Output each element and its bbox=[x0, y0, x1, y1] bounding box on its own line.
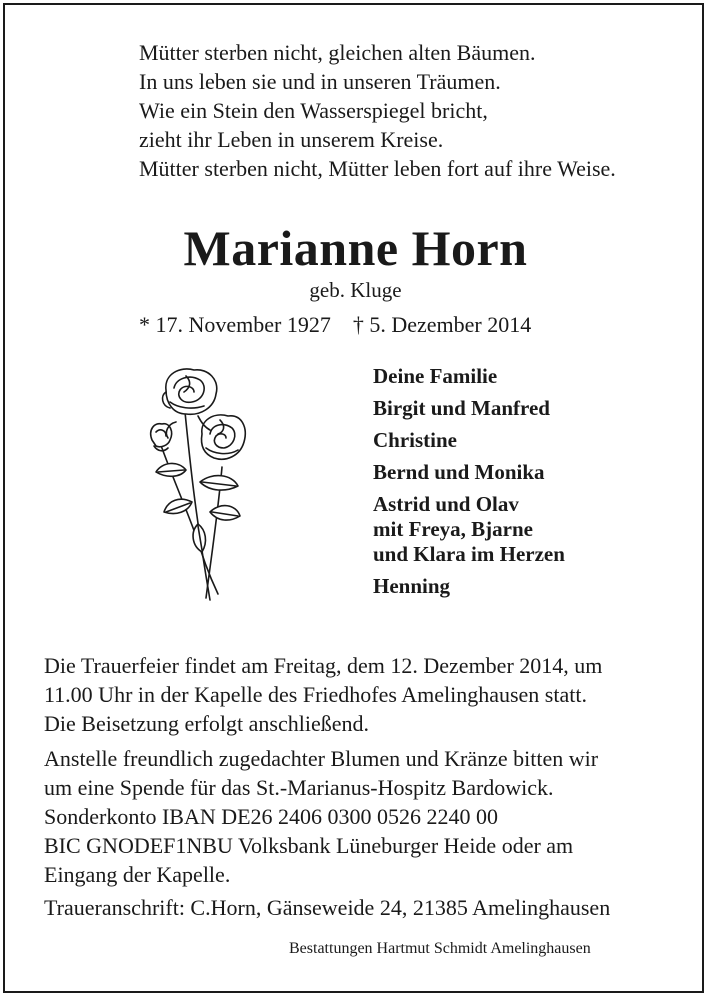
family-member bbox=[373, 396, 693, 421]
family-member-line: Bernd und Monika bbox=[373, 460, 545, 484]
poem-line: In uns leben sie und in unseren Träumen. bbox=[139, 69, 501, 94]
mourning-address bbox=[44, 893, 684, 922]
family-member-line: Christine bbox=[373, 428, 457, 452]
notice-line: BIC GNODEF1NBU Volksbank Lüneburger Heide oder am bbox=[44, 833, 574, 858]
family-member-line: Birgit und Manfred bbox=[373, 396, 550, 420]
deceased-name: Marianne Horn bbox=[183, 220, 528, 276]
funeral-notice bbox=[44, 651, 684, 738]
donation-notice bbox=[44, 744, 684, 889]
family-member-line: und Klara im Herzen bbox=[373, 542, 565, 566]
poem bbox=[139, 38, 699, 183]
family-member-line: Astrid und Olav bbox=[373, 492, 519, 516]
maiden-name: geb. Kluge bbox=[309, 278, 402, 302]
notice-line: 11.00 Uhr in der Kapelle des Friedhofes Amelinghausen statt. bbox=[44, 682, 587, 707]
death-date: † 5. Dezember 2014 bbox=[352, 312, 532, 337]
life-dates bbox=[139, 310, 659, 340]
family-member-line: Henning bbox=[373, 574, 451, 598]
family-heading: Deine Familie bbox=[373, 364, 498, 388]
family-member bbox=[373, 460, 693, 485]
undertaker-credit: Bestattungen Hartmut Schmidt Amelinghausen bbox=[289, 940, 591, 957]
rose-illustration bbox=[140, 362, 260, 607]
poem-line: zieht ihr Leben in unserem Kreise. bbox=[139, 127, 444, 152]
notice-line: Die Trauerfeier findet am Freitag, dem 12. Dezember 2014, um bbox=[44, 653, 603, 678]
birth-date: * 17. November 1927 bbox=[139, 312, 331, 337]
notice-line: um eine Spende für das St.-Marianus-Hospitz Bardowick. bbox=[44, 775, 554, 800]
notice-line: Anstelle freundlich zugedachter Blumen und Kränze bitten wir bbox=[44, 746, 599, 771]
poem-line: Mütter sterben nicht, gleichen alten Bäumen. bbox=[139, 40, 536, 65]
family-member bbox=[373, 428, 693, 453]
poem-line: Mütter sterben nicht, Mütter leben fort auf ihre Weise. bbox=[139, 156, 616, 181]
notice-line: Eingang der Kapelle. bbox=[44, 862, 231, 887]
notice-line: Die Beisetzung erfolgt anschließend. bbox=[44, 711, 370, 736]
family-list bbox=[373, 364, 693, 606]
family-member bbox=[373, 574, 693, 599]
poem-line: Wie ein Stein den Wasserspiegel bricht, bbox=[139, 98, 488, 123]
family-member-line: mit Freya, Bjarne bbox=[373, 517, 533, 541]
family-member bbox=[373, 492, 693, 567]
address-line: Traueranschrift: C.Horn, Gänseweide 24, 21385 Amelinghausen bbox=[44, 895, 611, 920]
notice-line: Sonderkonto IBAN DE26 2406 0300 0526 2240 00 bbox=[44, 804, 499, 829]
